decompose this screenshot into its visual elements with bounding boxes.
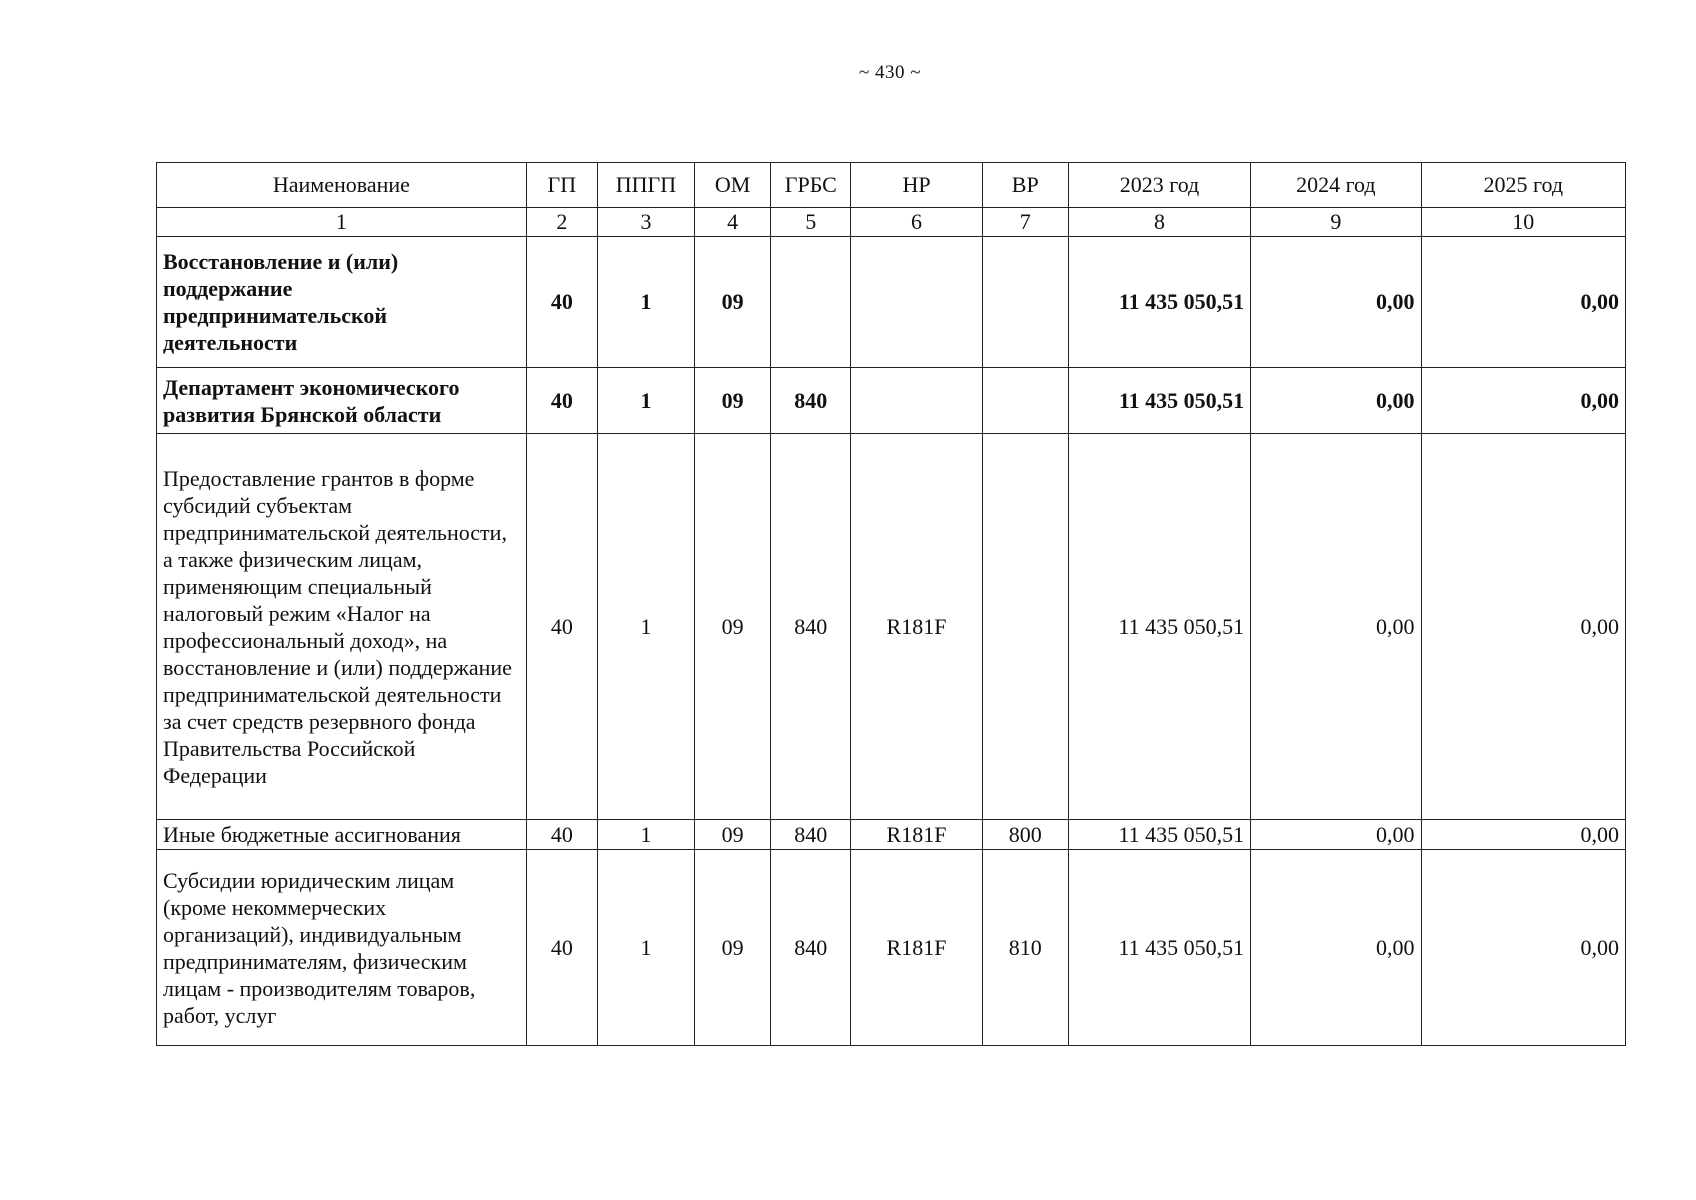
cell-grbs — [771, 237, 851, 368]
column-number: 2 — [526, 208, 597, 237]
cell-gp: 40 — [526, 434, 597, 820]
header-cell-ppgp: ППГП — [597, 163, 694, 208]
column-number-row — [157, 208, 1626, 237]
header-cell-vr: ВР — [982, 163, 1068, 208]
budget-table — [156, 162, 1626, 1046]
cell-gp: 40 — [526, 820, 597, 850]
cell-2024: 0,00 — [1251, 850, 1421, 1046]
cell-gp: 40 — [526, 237, 597, 368]
header-cell-2025: 2025 год — [1421, 163, 1625, 208]
cell-2023: 11 435 050,51 — [1068, 850, 1250, 1046]
cell-grbs: 840 — [771, 434, 851, 820]
column-number: 9 — [1251, 208, 1421, 237]
header-cell-nr: НР — [851, 163, 982, 208]
column-number: 5 — [771, 208, 851, 237]
cell-2023: 11 435 050,51 — [1068, 820, 1250, 850]
header-cell-2023: 2023 год — [1068, 163, 1250, 208]
column-number: 6 — [851, 208, 982, 237]
cell-nr — [851, 368, 982, 434]
cell-om: 09 — [695, 434, 771, 820]
column-number: 1 — [157, 208, 527, 237]
table-row — [157, 850, 1626, 1046]
cell-nr — [851, 237, 982, 368]
cell-nr: R181F — [851, 434, 982, 820]
cell-2024: 0,00 — [1251, 237, 1421, 368]
cell-om: 09 — [695, 820, 771, 850]
cell-vr: 810 — [982, 850, 1068, 1046]
cell-vr — [982, 434, 1068, 820]
column-number: 10 — [1421, 208, 1625, 237]
cell-grbs: 840 — [771, 820, 851, 850]
table-row — [157, 434, 1626, 820]
cell-gp: 40 — [526, 850, 597, 1046]
cell-nr: R181F — [851, 820, 982, 850]
header-cell-2024: 2024 год — [1251, 163, 1421, 208]
cell-ppgp: 1 — [597, 368, 694, 434]
header-cell-name: Наименование — [157, 163, 527, 208]
cell-2025: 0,00 — [1421, 820, 1625, 850]
header-row — [157, 163, 1626, 208]
cell-vr — [982, 368, 1068, 434]
cell-ppgp: 1 — [597, 237, 694, 368]
row-name: Предоставление грантов в форме субсидий субъектам предпринимательской деятельности, а также физическим лицам, применяющим специальный налоговый режим «Налог на профессиональный доход», на восстановление и (или) поддержание предпринимательской деятельности за счет средств резервного фонда Правительства Российской Федерации — [157, 434, 527, 820]
cell-ppgp: 1 — [597, 820, 694, 850]
row-name: Департамент экономического развития Брянской области — [157, 368, 527, 434]
column-number: 3 — [597, 208, 694, 237]
cell-grbs: 840 — [771, 850, 851, 1046]
row-name: Субсидии юридическим лицам (кроме некоммерческих организаций), индивидуальным предпринимателям, физическим лицам - производителям товаров, работ, услуг — [157, 850, 527, 1046]
table-row — [157, 368, 1626, 434]
page-number: ~ 430 ~ — [858, 62, 922, 83]
cell-ppgp: 1 — [597, 850, 694, 1046]
cell-ppgp: 1 — [597, 434, 694, 820]
cell-vr — [982, 237, 1068, 368]
cell-2025: 0,00 — [1421, 368, 1625, 434]
cell-2024: 0,00 — [1251, 820, 1421, 850]
cell-om: 09 — [695, 368, 771, 434]
table-row — [157, 237, 1626, 368]
header-cell-grbs: ГРБС — [771, 163, 851, 208]
cell-vr: 800 — [982, 820, 1068, 850]
cell-om: 09 — [695, 237, 771, 368]
cell-2024: 0,00 — [1251, 434, 1421, 820]
cell-om: 09 — [695, 850, 771, 1046]
column-number: 7 — [982, 208, 1068, 237]
table-row — [157, 820, 1626, 850]
cell-gp: 40 — [526, 368, 597, 434]
cell-2023: 11 435 050,51 — [1068, 368, 1250, 434]
row-name: Восстановление и (или) поддержание предпринимательской деятельности — [157, 237, 527, 368]
column-number: 8 — [1068, 208, 1250, 237]
cell-grbs: 840 — [771, 368, 851, 434]
header-cell-om: ОМ — [695, 163, 771, 208]
cell-nr: R181F — [851, 850, 982, 1046]
column-number: 4 — [695, 208, 771, 237]
cell-2025: 0,00 — [1421, 237, 1625, 368]
cell-2025: 0,00 — [1421, 850, 1625, 1046]
cell-2023: 11 435 050,51 — [1068, 237, 1250, 368]
cell-2025: 0,00 — [1421, 434, 1625, 820]
cell-2023: 11 435 050,51 — [1068, 434, 1250, 820]
cell-2024: 0,00 — [1251, 368, 1421, 434]
header-cell-gp: ГП — [526, 163, 597, 208]
row-name: Иные бюджетные ассигнования — [157, 820, 527, 850]
